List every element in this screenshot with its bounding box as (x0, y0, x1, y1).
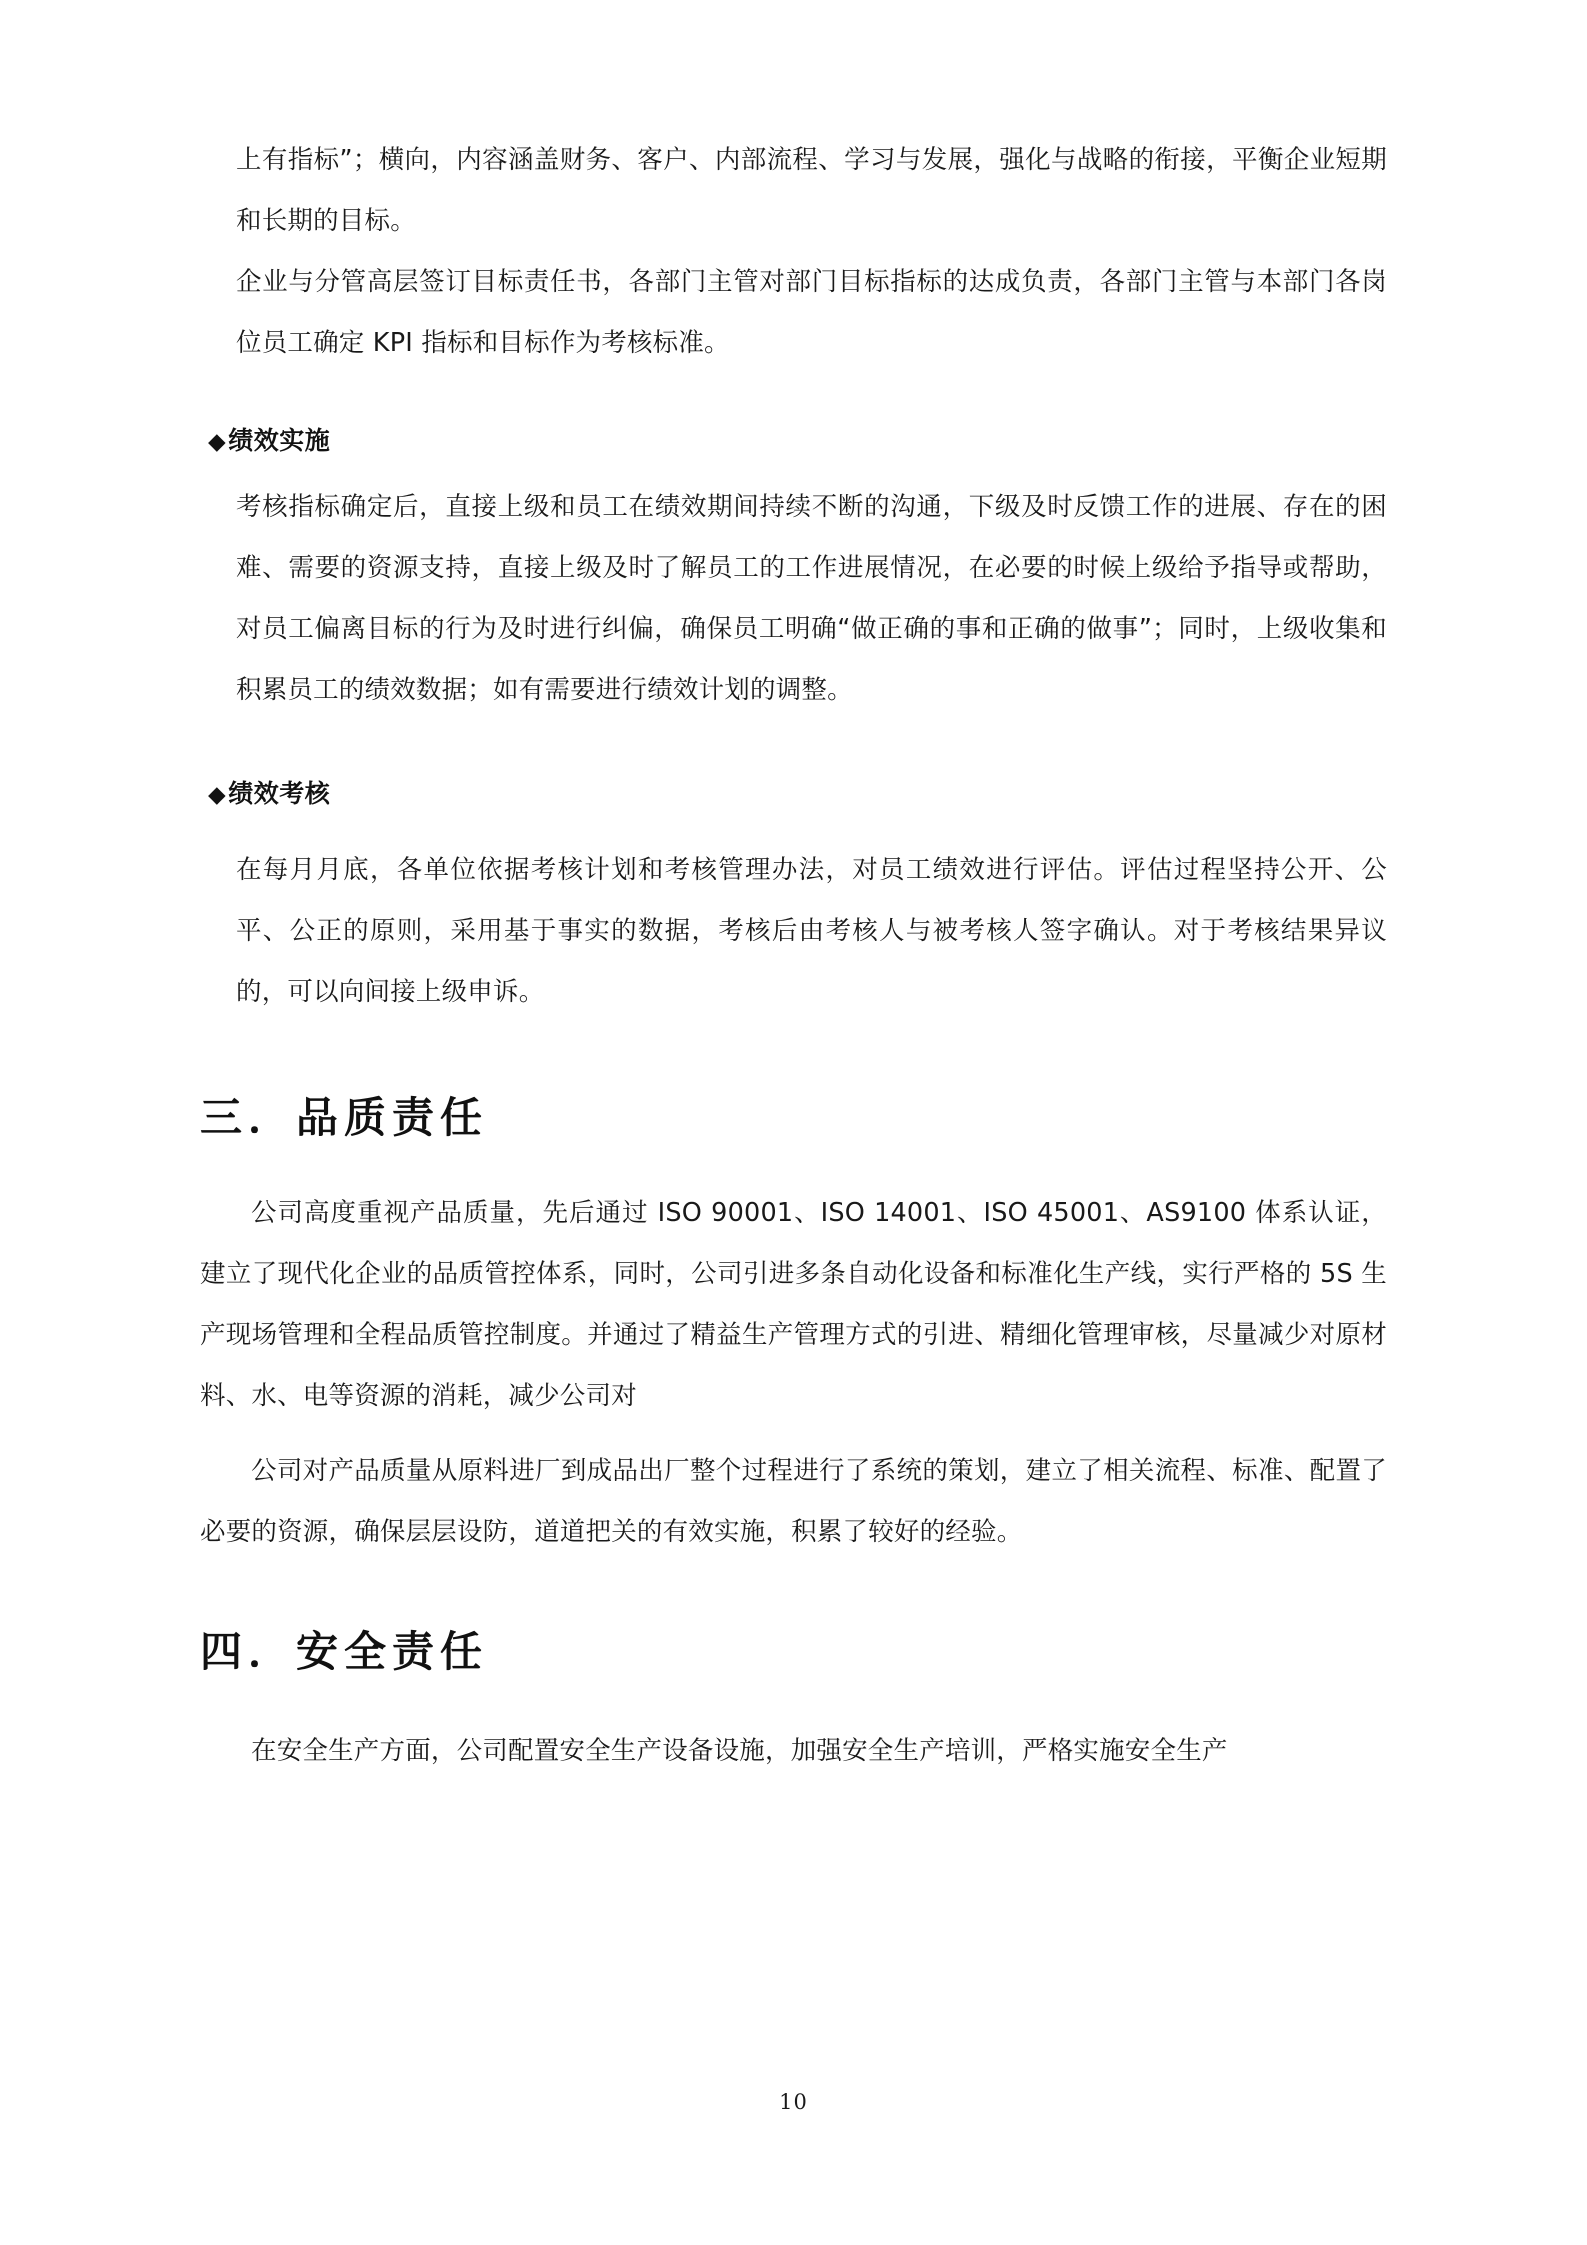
paragraph-performance-assessment: 在每月月底，各单位依据考核计划和考核管理办法，对员工绩效进行评估。评估过程坚持公开、公平、公正的原则，采用基于事实的数据，考核后由考核人与被考核人签字确认。对于考核结果异议的，可以向间接上级申诉。 (236, 855, 1387, 1007)
spacer (200, 822, 1387, 840)
heading-label: 绩效考核 (228, 779, 331, 808)
spacer (200, 469, 1387, 477)
paragraph-quality-process: 公司对产品质量从原料进厂到成品出厂整个过程进行了系统的策划，建立了相关流程、标准、配置了必要的资源，确保层层设防，道道把关的有效实施，积累了较好的经验。 (200, 1456, 1387, 1547)
diamond-bullet-icon: ◆ (208, 429, 227, 455)
spacer (200, 1427, 1387, 1441)
spacer (200, 374, 1387, 414)
section-heading-quality-responsibility: 三．品质责任 (200, 1093, 489, 1142)
spacer (200, 1153, 1387, 1183)
heading-label: 绩效实施 (228, 426, 331, 455)
heading-performance-implementation (200, 414, 1387, 469)
paragraph-performance-implementation: 考核指标确定后，直接上级和员工在绩效期间持续不断的沟通，下级及时反馈工作的进展、存在的困难、需要的资源支持，直接上级及时了解员工的工作进展情况，在必要的时候上级给予指导或帮助，对员工偏离目标的行为及时进行纠偏，确保员工明确“做正确的事和正确的做事”；同时，上级收集和积累员工的绩效数据；如有需要进行绩效计划的调整。 (236, 492, 1387, 705)
spacer (200, 1563, 1387, 1617)
spacer (200, 1023, 1387, 1083)
paragraph-kpi-responsibility: 企业与分管高层签订目标责任书，各部门主管对部门目标指标的达成负责，各部门主管与本部门各岗位员工确定 KPI 指标和目标作为考核标准。 (236, 267, 1387, 358)
paragraph-quality-certifications: 公司高度重视产品质量，先后通过 ISO 90001、ISO 14001、ISO 45001、AS9100 体系认证，建立了现代化企业的品质管控体系，同时，公司引进多条自动化设备和标准化生产线，实行严格的 5S 生产现场管理和全程品质管控制度。并通过了精益生产管理方式的引进、精细化管理审核，尽量减少对原材料、水、电等资源的消耗，减少公司对 (200, 1198, 1387, 1411)
section-heading-safety-responsibility: 四．安全责任 (200, 1627, 489, 1676)
page-number: 10 (779, 2090, 808, 2114)
diamond-bullet-icon: ◆ (208, 782, 227, 808)
paragraph-kpi-horizontal: 上有指标”；横向，内容涵盖财务、客户、内部流程、学习与发展，强化与战略的衔接，平衡企业短期和长期的目标。 (236, 145, 1387, 236)
paragraph-safety-production: 在安全生产方面，公司配置安全生产设备设施，加强安全生产培训，严格实施安全生产 (251, 1736, 1228, 1766)
spacer (200, 1687, 1387, 1721)
spacer (200, 721, 1387, 767)
heading-performance-assessment (200, 767, 1387, 822)
